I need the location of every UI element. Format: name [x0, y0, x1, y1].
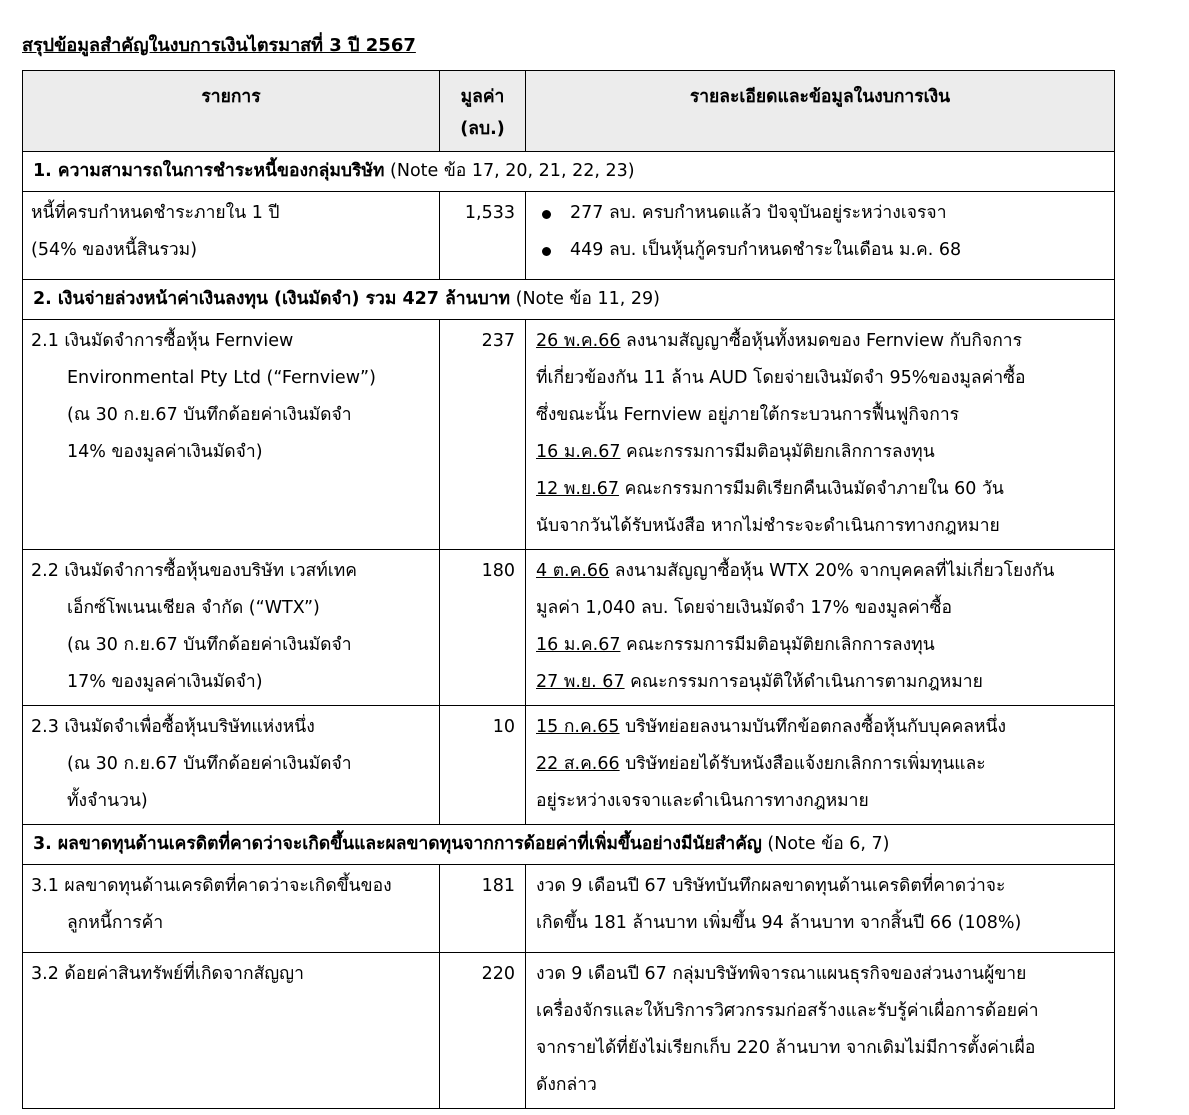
detail-text: บริษัทย่อยลงนามบันทึกข้อตกลงซื้อหุ้นกับบุคคลหนึ่ง — [619, 717, 1007, 737]
date-text: 4 ต.ค.66 — [536, 561, 610, 581]
item-text: (54% ของหนี้สินรวม) — [31, 240, 198, 260]
header-value-unit: (ลบ.) — [460, 119, 505, 139]
bullet-icon — [542, 247, 551, 256]
detail-text: ลงนามสัญญาซื้อหุ้นทั้งหมดของ Fernview กับกิจการ — [620, 331, 1023, 351]
detail-text: จากรายได้ที่ยังไม่เรียกเก็บ 220 ล้านบาท จากเดิมไม่มีการตั้งค่าเผื่อ — [536, 1038, 1036, 1058]
page-title: สรุปข้อมูลสำคัญในงบการเงินไตรมาสที่ 3 ปี 2567 — [22, 35, 416, 56]
detail-text: งวด 9 เดือนปี 67 บริษัทบันทึกผลขาดทุนด้านเครดิตที่คาดว่าจะ — [536, 876, 1006, 896]
table-row — [23, 320, 1115, 550]
header-detail-label: รายละเอียดและข้อมูลในงบการเงิน — [689, 87, 951, 107]
detail-text: คณะกรรมการมีมติอนุมัติยกเลิกการลงทุน — [620, 635, 935, 655]
section-row-1 — [23, 152, 1115, 192]
table-row — [23, 550, 1115, 706]
item-cell — [23, 550, 440, 706]
value-cell: 1,533 — [440, 192, 526, 280]
item-text: ทั้งจำนวน) — [67, 791, 148, 811]
detail-text: คณะกรรมการมีมติอนุมัติยกเลิกการลงทุน — [620, 442, 935, 462]
section-heading — [23, 280, 1115, 320]
item-text: 2.3 เงินมัดจำเพื่อซื้อหุ้นบริษัทแห่งหนึ่ง — [31, 717, 315, 737]
detail-cell — [526, 192, 1115, 280]
item-text: เอ็กซ์โพเนนเชียล จำกัด (“WTX”) — [67, 598, 320, 618]
detail-cell — [526, 706, 1115, 825]
item-cell — [23, 865, 440, 953]
item-text: Environmental Pty Ltd (“Fernview”) — [67, 368, 376, 388]
item-text: (ณ 30 ก.ย.67 บันทึกด้อยค่าเงินมัดจำ — [67, 405, 352, 425]
detail-text: อยู่ระหว่างเจรจาและดำเนินการทางกฎหมาย — [536, 791, 869, 811]
detail-text: ที่เกี่ยวข้องกัน 11 ล้าน AUD โดยจ่ายเงินมัดจำ 95%ของมูลค่าซื้อ — [536, 368, 1026, 388]
bullet-icon — [542, 210, 551, 219]
date-text: 15 ก.ค.65 — [536, 717, 620, 737]
header-value — [440, 71, 526, 152]
header-item-label: รายการ — [201, 87, 261, 107]
table-header-row — [23, 71, 1115, 152]
detail-text: เครื่องจักรและให้บริการวิศวกรรมก่อสร้างและรับรู้ค่าเผื่อการด้อยค่า — [536, 1001, 1039, 1021]
item-cell — [23, 320, 440, 550]
item-text: ลูกหนี้การค้า — [67, 913, 164, 933]
table-row — [23, 953, 1115, 1109]
detail-cell — [526, 865, 1115, 953]
table-row — [23, 192, 1115, 280]
detail-text: บริษัทย่อยได้รับหนังสือแจ้งยกเลิกการเพิ่มทุนและ — [619, 754, 986, 774]
item-text: 17% ของมูลค่าเงินมัดจำ) — [67, 672, 263, 692]
detail-cell — [526, 550, 1115, 706]
detail-text: คณะกรรมการมีมติเรียกคืนเงินมัดจำภายใน 60 วัน — [619, 479, 1004, 499]
item-text: 14% ของมูลค่าเงินมัดจำ) — [67, 442, 263, 462]
bullet-item — [536, 195, 1106, 232]
date-text: 16 ม.ค.67 — [536, 635, 621, 655]
date-text: 22 ส.ค.66 — [536, 754, 620, 774]
item-text: (ณ 30 ก.ย.67 บันทึกด้อยค่าเงินมัดจำ — [67, 635, 352, 655]
section-title: 2. เงินจ่ายล่วงหน้าค่าเงินลงทุน (เงินมัดจำ) รวม 427 ล้านบาท — [33, 289, 511, 309]
section-heading — [23, 152, 1115, 192]
detail-cell — [526, 320, 1115, 550]
detail-cell — [526, 953, 1115, 1109]
date-text: 12 พ.ย.67 — [536, 479, 620, 499]
detail-text: งวด 9 เดือนปี 67 กลุ่มบริษัทพิจารณาแผนธุรกิจของส่วนงานผู้ขาย — [536, 964, 1027, 984]
detail-text: ซึ่งขณะนั้น Fernview อยู่ภายใต้กระบวนการฟื้นฟูกิจการ — [536, 405, 960, 425]
item-text: หนี้ที่ครบกำหนดชำระภายใน 1 ปี — [31, 203, 280, 223]
summary-table — [22, 70, 1115, 1109]
item-text: 3.1 ผลขาดทุนด้านเครดิตที่คาดว่าจะเกิดขึ้นของ — [31, 876, 392, 896]
bullet-text: 449 ลบ. เป็นหุ้นกู้ครบกำหนดชำระในเดือน ม.ค. 68 — [570, 240, 962, 260]
value-cell: 220 — [440, 953, 526, 1109]
date-text: 26 พ.ค.66 — [536, 331, 621, 351]
detail-text: ลงนามสัญญาซื้อหุ้น WTX 20% จากบุคคลที่ไม่เกี่ยวโยงกัน — [609, 561, 1055, 581]
detail-text: คณะกรรมการอนุมัติให้ดำเนินการตามกฎหมาย — [624, 672, 983, 692]
value-cell: 237 — [440, 320, 526, 550]
item-text: (ณ 30 ก.ย.67 บันทึกด้อยค่าเงินมัดจำ — [67, 754, 352, 774]
detail-text: นับจากวันได้รับหนังสือ หากไม่ชำระจะดำเนินการทางกฎหมาย — [536, 516, 1000, 536]
section-note: (Note ข้อ 17, 20, 21, 22, 23) — [384, 161, 635, 181]
section-title: 1. ความสามารถในการชำระหนี้ของกลุ่มบริษัท — [33, 161, 385, 181]
item-text: 2.2 เงินมัดจำการซื้อหุ้นของบริษัท เวสท์เทค — [31, 561, 357, 581]
section-row-3 — [23, 825, 1115, 865]
section-title: 3. ผลขาดทุนด้านเครดิตที่คาดว่าจะเกิดขึ้นและผลขาดทุนจากการด้อยค่าที่เพิ่มขึ้นอย่างมีนัยสำคัญ — [33, 834, 762, 854]
date-text: 16 ม.ค.67 — [536, 442, 621, 462]
item-cell — [23, 953, 440, 1109]
detail-text: เกิดขึ้น 181 ล้านบาท เพิ่มขึ้น 94 ล้านบาท จากสิ้นปี 66 (108%) — [536, 913, 1022, 933]
section-note: (Note ข้อ 6, 7) — [761, 834, 890, 854]
section-note: (Note ข้อ 11, 29) — [510, 289, 660, 309]
section-row-2 — [23, 280, 1115, 320]
value-cell: 10 — [440, 706, 526, 825]
value-cell: 181 — [440, 865, 526, 953]
header-detail — [526, 71, 1115, 152]
detail-text: มูลค่า 1,040 ลบ. โดยจ่ายเงินมัดจำ 17% ของมูลค่าซื้อ — [536, 598, 953, 618]
item-cell — [23, 192, 440, 280]
value-cell: 180 — [440, 550, 526, 706]
item-text: 3.2 ด้อยค่าสินทรัพย์ที่เกิดจากสัญญา — [31, 964, 304, 984]
header-item — [23, 71, 440, 152]
item-text: 2.1 เงินมัดจำการซื้อหุ้น Fernview — [31, 331, 294, 351]
section-heading — [23, 825, 1115, 865]
date-text: 27 พ.ย. 67 — [536, 672, 625, 692]
bullet-item — [536, 232, 1106, 269]
header-value-label: มูลค่า — [460, 87, 505, 107]
table-row — [23, 706, 1115, 825]
bullet-text: 277 ลบ. ครบกำหนดแล้ว ปัจจุบันอยู่ระหว่างเจรจา — [570, 203, 947, 223]
item-cell — [23, 706, 440, 825]
detail-text: ดังกล่าว — [536, 1075, 597, 1095]
table-row — [23, 865, 1115, 953]
